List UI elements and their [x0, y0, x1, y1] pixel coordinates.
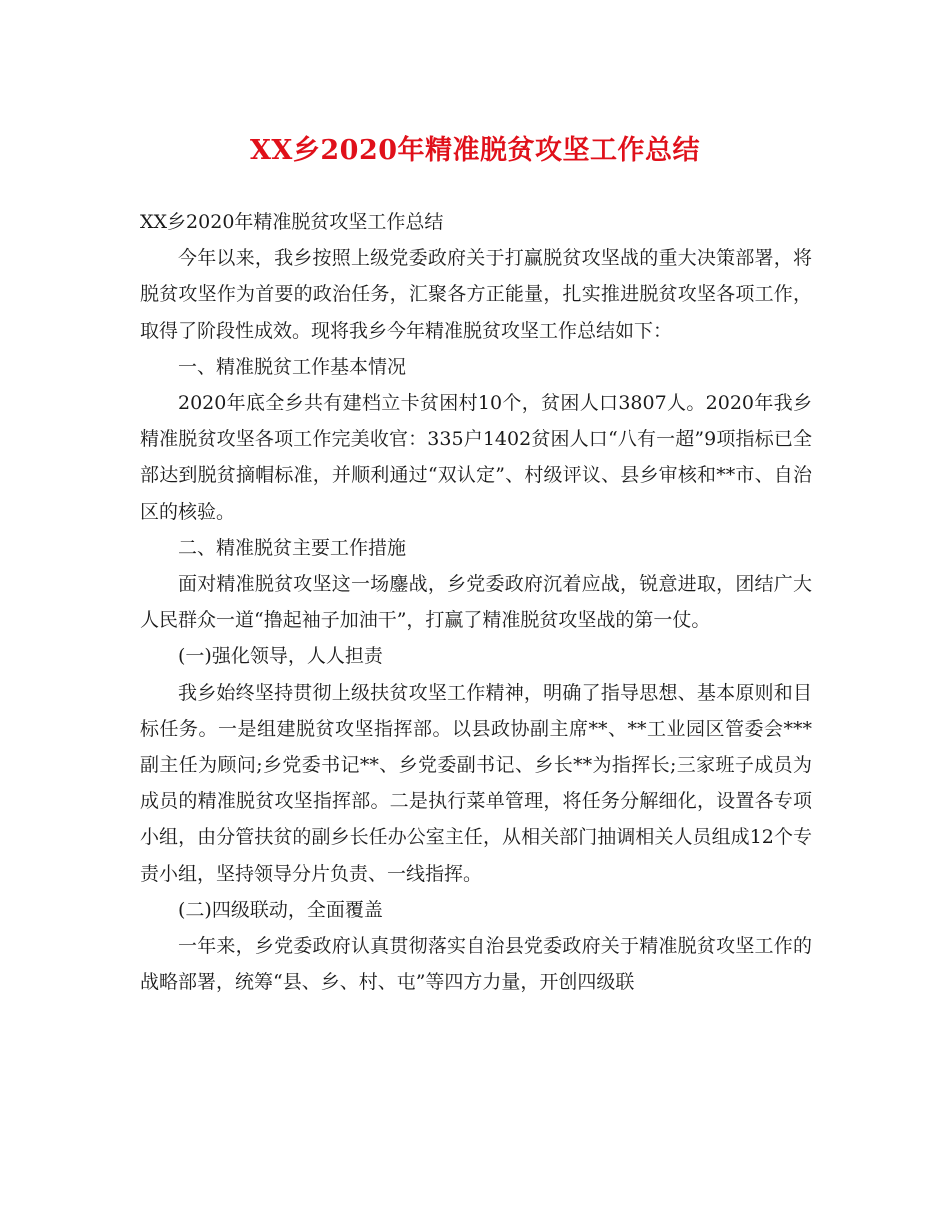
document-title: XX乡2020年精准脱贫攻坚工作总结	[249, 135, 701, 166]
document-body	[140, 204, 812, 1000]
paragraph: (二)四级联动，全面覆盖	[178, 898, 383, 921]
paragraph: 2020年底全乡共有建档立卡贫困村10个，贫困人口3807人。2020年我乡精准脱贫攻坚各项工作完美收官：335户1402贫困人口“八有一超”9项指标已全部达到脱贫摘帽标准，并顺利通过“双认定”、村级评议、县乡审核和**市、自治区的核验。	[140, 392, 812, 523]
document-subtitle-line: XX乡2020年精准脱贫攻坚工作总结	[140, 211, 444, 233]
paragraph: 一年来，乡党委政府认真贯彻落实自治县党委政府关于精准脱贫攻坚工作的战略部署，统筹“县、乡、村、屯”等四方力量，开创四级联	[140, 935, 812, 994]
paragraph: (一)强化领导，人人担责	[178, 645, 383, 668]
paragraph: 二、精准脱贫主要工作措施	[178, 536, 407, 559]
paragraph: 面对精准脱贫攻坚这一场鏖战，乡党委政府沉着应战，锐意进取，团结广大人民群众一道“撸起袖子加油干”，打赢了精准脱贫攻坚战的第一仗。	[140, 573, 812, 632]
paragraph: 今年以来，我乡按照上级党委政府关于打赢脱贫攻坚战的重大决策部署，将脱贫攻坚作为首要的政治任务，汇聚各方正能量，扎实推进脱贫攻坚各项工作，取得了阶段性成效。现将我乡今年精准脱贫攻坚工作总结如下：	[140, 247, 812, 342]
paragraph: 一、精准脱贫工作基本情况	[178, 355, 407, 378]
paragraph: 我乡始终坚持贯彻上级扶贫攻坚工作精神，明确了指导思想、基本原则和目标任务。一是组建脱贫攻坚指挥部。以县政协副主席**、**工业园区管委会***副主任为顾问;乡党委书记**、乡党委副书记、乡长**为指挥长;三家班子成员为成员的精准脱贫攻坚指挥部。二是执行菜单管理，将任务分解细化，设置各专项小组，由分管扶贫的副乡长任办公室主任，从相关部门抽调相关人员组成12个专责小组，坚持领导分片负责、一线指挥。	[140, 681, 812, 885]
